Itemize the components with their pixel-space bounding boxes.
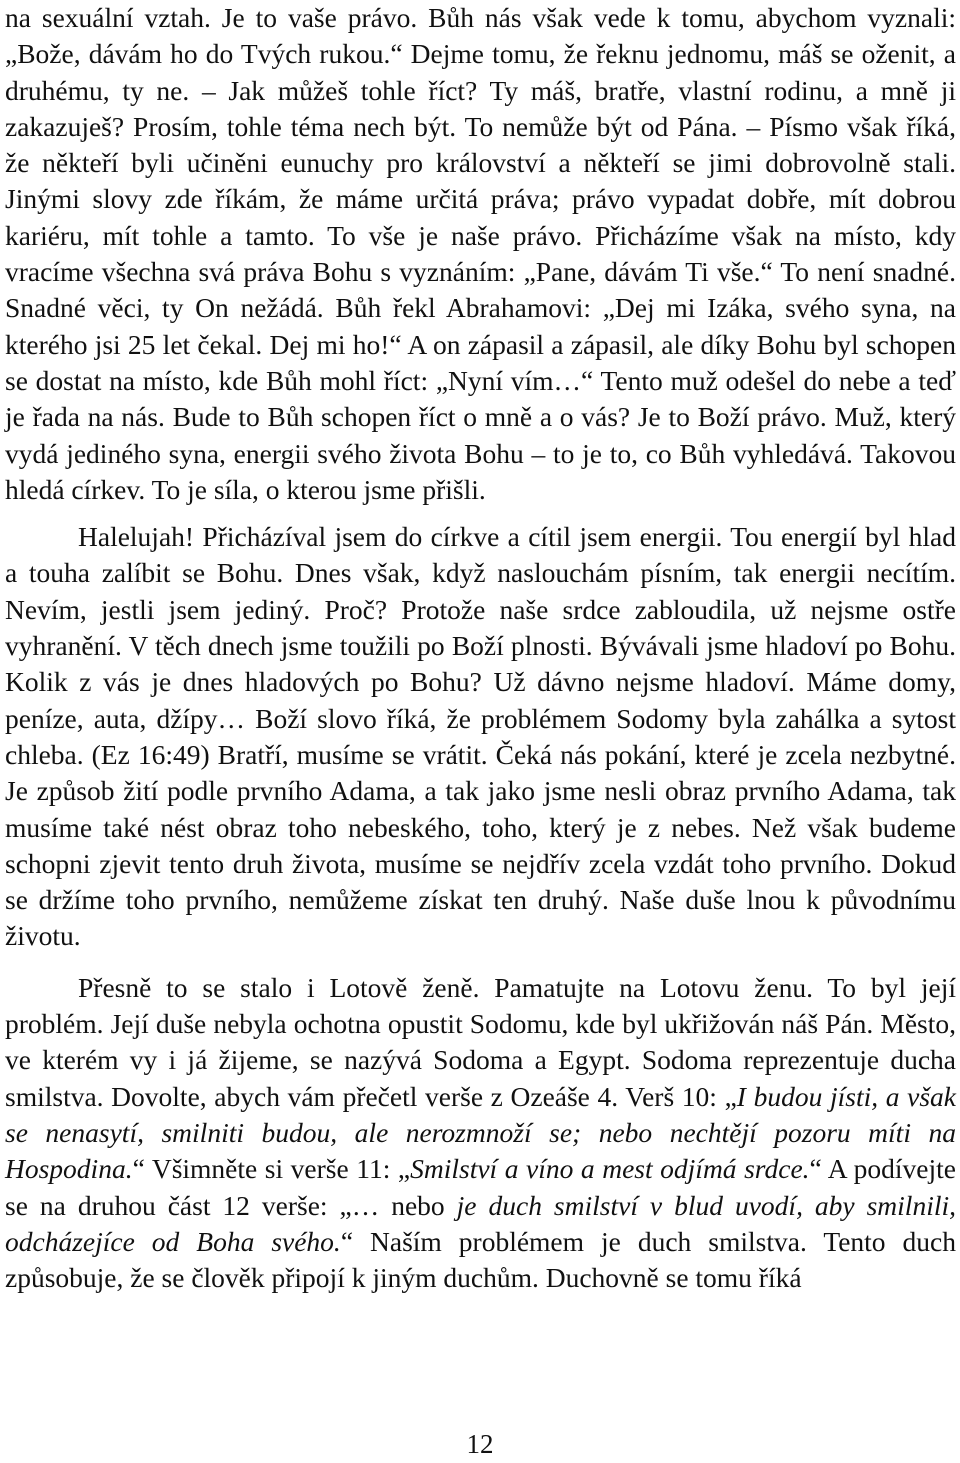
quote-ozeas-4-11: Smilství a víno a mest odjímá srdce. (410, 1153, 810, 1185)
paragraph-2-text: Halelujah! Přicházíval jsem do církve a cítil jsem energii. Tou energií byl hlad a touha zalíbit se Bohu. Dnes však, když naslouchám písním, tak energii necítím. Nevím, jestli jsem jediný. Proč? Protože naše srdce zabloudila, už nejsme ostře vyhranění. V těch dnech jsme toužili po Boží plnosti. Bývávali jsme hladoví po Bohu. Kolik z vás je dnes hladových po Bohu? Už dávno nejsme hladoví. Máme domy, peníze, auta, džípy… Boží slovo říká, že problémem Sodomy byla zahálka a sytost chleba. (Ez 16:49) Bratří, musíme se vrátit. Čeká nás pokání, které je zcela nezbytné. Je způsob žití podle prvního Adama, a tak jako jsme nesli obraz prvního Adama, tak musíme také nést obraz toho nebeského, toho, který je z nebes. Než však budeme schopni zjevit tento druh života, musíme se nejdřív zcela vzdát toho prvního. Dokud se držíme toho prvního, nemůžeme získat ten druhý. Naše duše lnou k původnímu životu. (5, 521, 956, 952)
paragraph-3 (5, 970, 956, 1297)
paragraph-3-text: “ A podívejte se na druhou část 12 verše: „… nebo (5, 1153, 956, 1221)
quote-ozeas-4-10: I budou jísti, a však se nenasytí, smilniti budou, ale nerozmnoží se; nebo nechtějí pozoru míti na Hospodina. (5, 1080, 956, 1185)
paragraph-3-text: “ Naším problémem je duch smilstva. Tento duch způsobuje, že se člověk připojí k jiným duchům. Duchovně se tomu říká (5, 1225, 957, 1294)
paragraph-2 (5, 519, 956, 955)
quote-ozeas-4-12: je duch smilství v blud uvodí, aby smilnili, odcházejíce od Boha svého. (5, 1189, 956, 1257)
document-page (5, 0, 956, 1296)
paragraph-3-text: “ Všimněte si verše 11: „ (132, 1153, 411, 1185)
paragraph-1-text: na sexuální vztah. Je to vaše právo. Bůh nás však vede k tomu, abychom vyznali: „Bože, dávám ho do Tvých rukou.“ Dejme tomu, že řeknu jednomu, máš se oženit, a druhému, ty ne. – Jak můžeš tohle říct? Ty máš, bratře, vlastní rodinu, a mně ji zakazuješ? Prosím, tohle téma nech být. To nemůže být od Pána. – Písmo však říká, že někteří byli učiněni eunuchy pro království a někteří se jimi dobrovolně stali. Jinými slovy zde říkám, že máme určitá práva; právo vypadat dobře, mít dobrou kariéru, mít tohle a tamto. To vše je naše právo. Přicházíme však na místo, kdy vracíme všechna svá práva Bohu s vyznáním: „Pane, dávám Ti vše.“ To není snadné. Snadné věci, ty On nežádá. Bůh řekl Abrahamovi: „Dej mi Izáka, svého syna, na kterého jsi 25 let čekal. Dej mi ho!“ A on zápasil a zápasil, ale díky Bohu byl schopen se dostat na místo, kde Bůh mohl říct: „Nyní vím…“ Tento muž odešel do nebe a teď je řada na nás. Bude to Bůh schopen říct o mně a o vás? Je to Boží právo. Muž, který vydá jediného syna, energii svého života Bohu – to je to, co Bůh vyhledává. Takovou hledá církev. To je síla, o kterou jsme přišli. (5, 2, 956, 505)
page-number: 12 (466, 1429, 494, 1459)
paragraph-1 (5, 0, 956, 508)
paragraph-3-text: Přesně to se stalo i Lotově ženě. Pamatujte na Lotovu ženu. To byl její problém. Její duše nebyla ochotna opustit Sodomu, kde byl ukřižován náš Pán. Město, ve kterém vy i já žijeme, se nazývá Sodoma a Egypt. Sodoma reprezentuje ducha smilstva. Dovolte, abych vám přečetl verše z Ozeáše 4. Verš 10: „ (5, 971, 956, 1112)
